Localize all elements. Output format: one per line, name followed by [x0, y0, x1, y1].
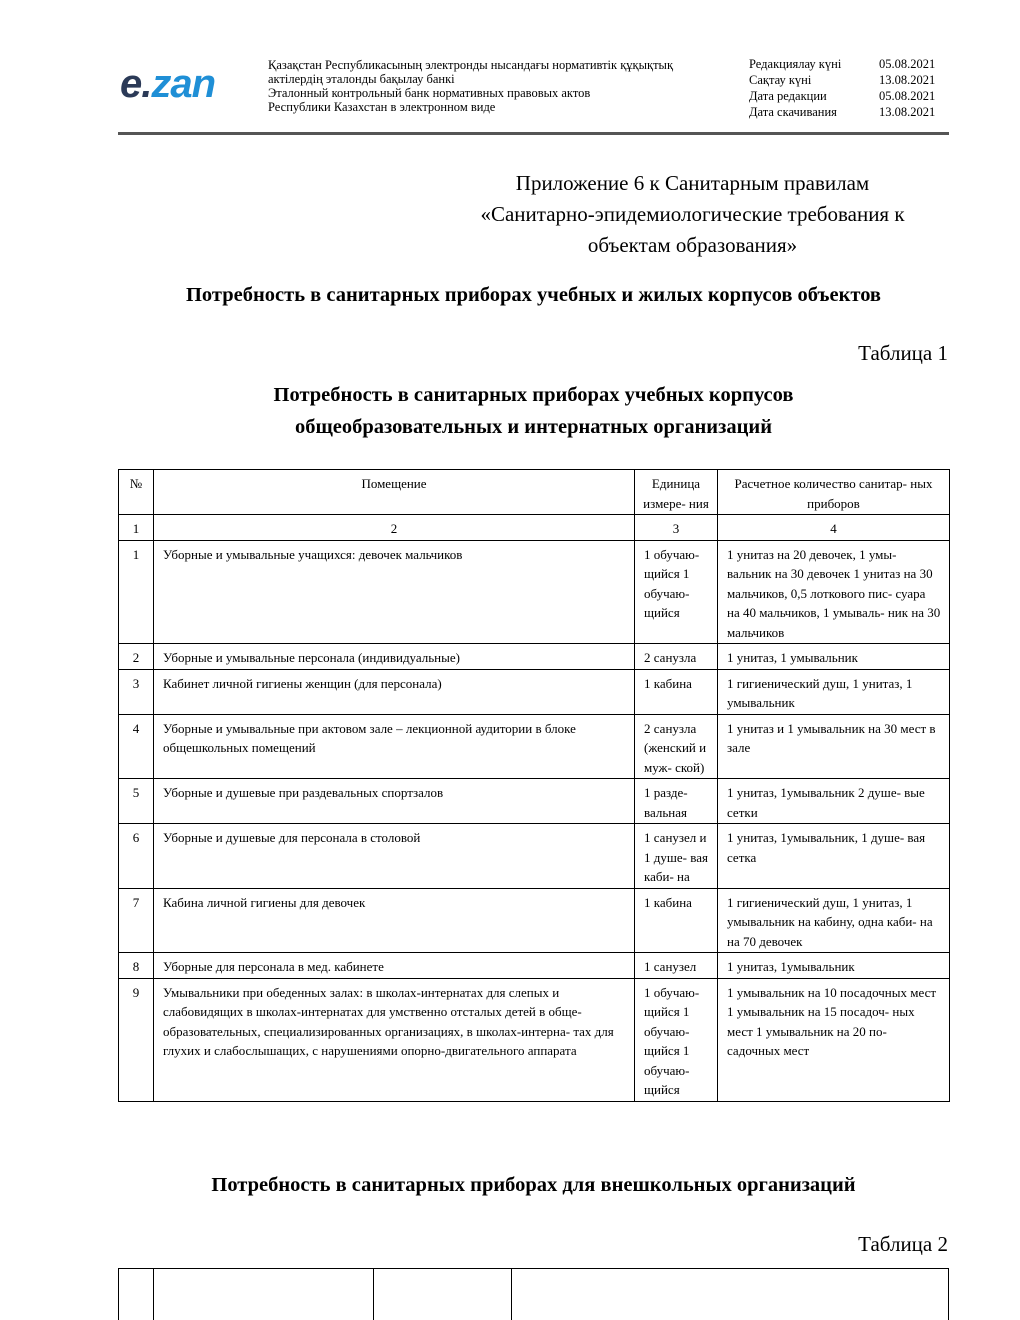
- fixture-count-cell: 1 умывальник на 10 посадочных мест 1 умывальник на 15 посадоч- ных мест 1 умывальник на 20 по- садочных мест: [718, 978, 950, 1101]
- header-bank-name: [268, 58, 718, 114]
- room-cell: Уборные и душевые при раздевальных спортзалов: [154, 779, 635, 824]
- ezan-logo: e.zan: [120, 62, 216, 106]
- unit-cell: 1 кабина: [635, 669, 718, 714]
- table-row: [119, 644, 950, 670]
- room-cell: Умывальники при обеденных залах: в школах-интернатах для слепых и слабовидящих в школах-интернатах для умственно отсталых детей в обще- образовательных, специализированных организациях, в школах-интерна- тах для глухих и слабослышащих, с нарушениями опорно-двигательного аппарата: [154, 978, 635, 1101]
- fixture-count-cell: 1 унитаз, 1умывальник: [718, 953, 950, 979]
- header-dates: [749, 56, 949, 120]
- unit-cell: 1 обучаю- щийся 1 обучаю- щийся: [635, 540, 718, 644]
- unit-cell: 2 санузла (женский и муж- ской): [635, 714, 718, 779]
- fixture-count-cell: 1 унитаз, 1 умывальник: [718, 644, 950, 670]
- room-cell: Уборные и умывальные учащихся: девочек мальчиков: [154, 540, 635, 644]
- fixture-count-cell: 1 унитаз, 1умывальник, 1 душе- вая сетка: [718, 824, 950, 889]
- table2-column-border: [118, 1268, 119, 1320]
- unit-cell: 2 санузла: [635, 644, 718, 670]
- unit-cell: 1 обучаю- щийся 1 обучаю- щийся 1 обучаю- щийся: [635, 978, 718, 1101]
- table-row: [119, 540, 950, 644]
- room-cell: Кабинет личной гигиены женщин (для персонала): [154, 669, 635, 714]
- row-number-cell: 6: [119, 824, 154, 889]
- table2-column-border: [373, 1268, 374, 1320]
- document-header: [118, 56, 949, 132]
- room-cell: Уборные и душевые для персонала в столовой: [154, 824, 635, 889]
- header-line: Республики Казахстан в электронном виде: [268, 100, 496, 114]
- row-number-cell: 5: [119, 779, 154, 824]
- row-number-cell: 2: [119, 644, 154, 670]
- table-row: [119, 714, 950, 779]
- row-number-cell: 1: [119, 540, 154, 644]
- row-number-cell: 3: [119, 669, 154, 714]
- table-row: [119, 779, 950, 824]
- unit-cell: 1 разде- вальная: [635, 779, 718, 824]
- room-cell: Уборные и умывальные при актовом зале – лекционной аудитории в блоке общешкольных помещений: [154, 714, 635, 779]
- column-number: 2: [154, 515, 635, 541]
- table2-top-border: [118, 1268, 949, 1269]
- table2-label: Таблица 2: [858, 1232, 948, 1256]
- date-row: Сақтау күні 13.08.2021: [749, 73, 936, 87]
- row-number-cell: 4: [119, 714, 154, 779]
- row-number-cell: 7: [119, 888, 154, 953]
- header-cell: №: [119, 470, 154, 515]
- room-cell: Кабина личной гигиены для девочек: [154, 888, 635, 953]
- fixture-count-cell: 1 гигиенический душ, 1 унитаз, 1 умывальник на кабину, одна каби- на на 70 девочек: [718, 888, 950, 953]
- row-number-cell: 9: [119, 978, 154, 1101]
- table1-label: Таблица 1: [858, 341, 948, 365]
- fixture-count-cell: 1 унитаз на 20 девочек, 1 умы- вальник на 30 девочек 1 унитаз на 30 мальчиков, 0,5 лоткового пис- суара на 40 мальчиков, 1 умываль- ник на 30 мальчиков: [718, 540, 950, 644]
- header-cell: Помещение: [154, 470, 635, 515]
- fixture-count-cell: 1 гигиенический душ, 1 унитаз, 1 умывальник: [718, 669, 950, 714]
- table-row: [119, 978, 950, 1101]
- main-heading: Потребность в санитарных приборах учебных и жилых корпусов объектов: [185, 284, 882, 306]
- row-number-cell: 8: [119, 953, 154, 979]
- unit-cell: 1 кабина: [635, 888, 718, 953]
- header-cell: Расчетное количество санитар- ных приборов: [718, 470, 950, 515]
- header-line: Қазақстан Республикасының электронды нысандағы нормативтік құқықтық: [268, 58, 674, 72]
- table-header-row: [119, 470, 950, 515]
- fixture-count-cell: 1 унитаз, 1умывальник 2 душе- вые сетки: [718, 779, 950, 824]
- fixture-count-cell: 1 унитаз и 1 умывальник на 30 мест в зале: [718, 714, 950, 779]
- extracurricular-heading: Потребность в санитарных приборах для внешкольных организаций: [211, 1174, 856, 1196]
- room-cell: Уборные для персонала в мед. кабинете: [154, 953, 635, 979]
- column-number-row: [119, 515, 950, 541]
- table2-column-border: [948, 1268, 949, 1320]
- header-cell: Единица измере- ния: [635, 470, 718, 515]
- appendix-reference: Приложение 6 к Санитарным правилам «Санитарно-эпидемиологические требования к объектам образования»: [480, 171, 905, 257]
- unit-cell: 1 санузел: [635, 953, 718, 979]
- header-line: Эталонный контрольный банк нормативных правовых актов: [268, 86, 591, 100]
- unit-cell: 1 санузел и 1 душе- вая каби- на: [635, 824, 718, 889]
- table1-title: Потребность в санитарных приборах учебных корпусов общеобразовательных и интернатных организаций: [273, 384, 794, 438]
- header-divider: [118, 132, 949, 135]
- table-row: [119, 669, 950, 714]
- date-row: Редакциялау күні 05.08.2021: [749, 57, 936, 71]
- table-row: [119, 824, 950, 889]
- table-row: [119, 953, 950, 979]
- column-number: 3: [635, 515, 718, 541]
- table1: [118, 469, 950, 1102]
- date-row: Дата скачивания 13.08.2021: [749, 105, 936, 119]
- table2-column-border: [153, 1268, 154, 1320]
- date-row: Дата редакции 05.08.2021: [749, 89, 936, 103]
- room-cell: Уборные и умывальные персонала (индивидуальные): [154, 644, 635, 670]
- header-line: актілердің эталонды бақылау банкі: [268, 72, 455, 86]
- table2-column-border: [511, 1268, 512, 1320]
- column-number: 4: [718, 515, 950, 541]
- column-number: 1: [119, 515, 154, 541]
- table-row: [119, 888, 950, 953]
